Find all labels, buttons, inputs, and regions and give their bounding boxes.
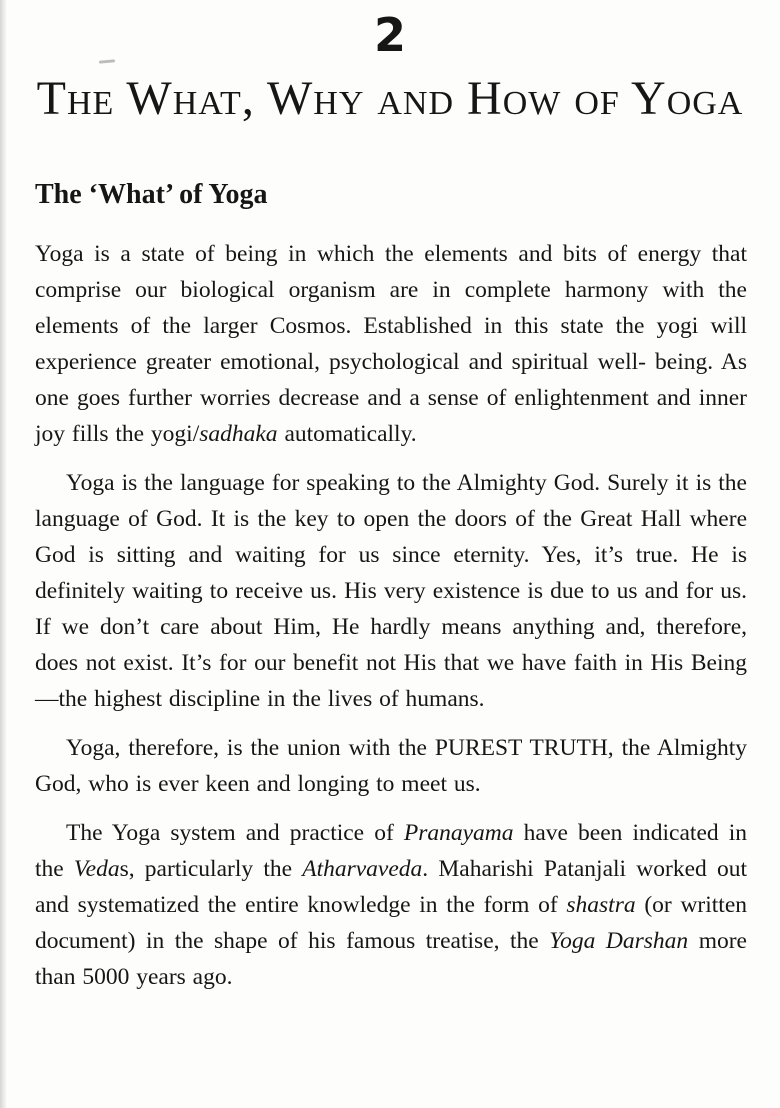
italic-term-atharvaveda: Atharvaveda [302,856,423,882]
text-run: s, particularly the [119,856,303,882]
text-run: Yoga, therefore, is the union with the PUREST TRUTH, the Almighty God, who is ever keen and longing to meet us. [35,735,747,797]
section-heading: The ‘What’ of Yoga [35,179,268,210]
italic-term-pranayama: Pranayama [403,820,514,846]
page-edge-shadow [0,0,7,1108]
text-run: The Yoga system and practice of [66,820,404,846]
text-run: (or written document) in the shape of his famous treatise, the [35,892,748,954]
chapter-number: 2 [373,8,406,62]
text-run: Yoga is the language for speaking to the Almighty God. Surely it is the language of God. It is the key to open the doors of the Great Hall where God is sitting and waiting for us since eternity. Yes, it’s true. He is definitely waiting to receive us. His very existence is due to us and for us. If we don’t care about Him, He hardly means anything and, therefore, does not exist. It’s for our benefit not His that we have faith in His Being—the highest discipline in the lives of humans. [35,470,747,712]
paragraph-yoga-definition [35,236,747,452]
italic-term-shastra: shastra [566,892,636,918]
paragraph-yoga-system [35,815,747,995]
text-run: automatically. [277,421,417,447]
italic-term-veda: Veda [73,856,120,882]
chapter-title: The What, Why and How of Yoga [36,72,744,125]
text-run: more than 5000 years ago. [35,928,747,990]
paragraph-yoga-language [35,465,747,717]
text-run: have been indicated in the [35,820,747,882]
scan-artifact-dash [99,59,115,63]
italic-term-yoga-darshan: Yoga Darshan [549,928,689,954]
text-run: . Maharishi Patanjali worked out and systematized the entire knowledge in the form of [35,856,747,918]
body-text [35,236,747,995]
text-run: Yoga is a state of being in which the elements and bits of energy that comprise our biological organism are in complete harmony with the elements of the larger Cosmos. Established in this state the yogi will experience greater emotional, psychological and spiritual well- being. As one goes further worries decrease and a sense of enlightenment and inner joy fills the yogi/ [35,241,747,447]
italic-term-sadhaka: sadhaka [199,421,278,447]
paragraph-purest-truth [35,730,747,802]
